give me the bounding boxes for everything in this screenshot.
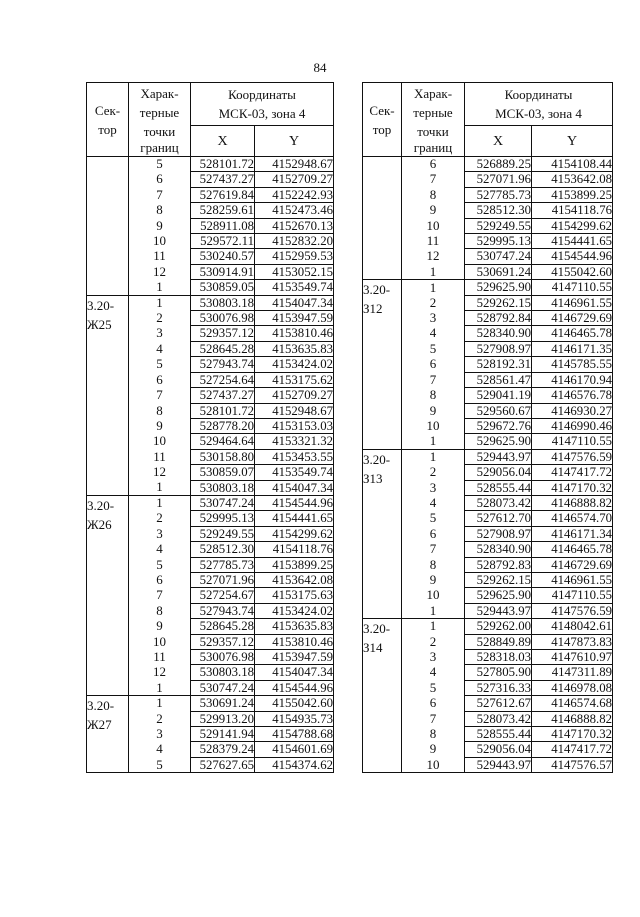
x-coordinate-cell: 528512.30 bbox=[465, 203, 532, 218]
y-coordinate-cell: 4152709.27 bbox=[255, 172, 334, 187]
point-number-cell: 8 bbox=[129, 203, 191, 218]
point-number-cell: 2 bbox=[402, 295, 465, 310]
x-coordinate-cell: 528379.24 bbox=[191, 742, 255, 757]
y-coordinate-cell: 4153810.46 bbox=[255, 326, 334, 341]
x-coordinate-cell: 528555.44 bbox=[465, 480, 532, 495]
x-coordinate-cell: 528555.44 bbox=[465, 727, 532, 742]
y-coordinate-cell: 4154441.65 bbox=[255, 511, 334, 526]
x-coordinate-cell: 529249.55 bbox=[191, 526, 255, 541]
y-coordinate-cell: 4147417.72 bbox=[532, 742, 613, 757]
sector-label: Ж26 bbox=[87, 516, 112, 532]
point-number-cell: 8 bbox=[402, 557, 465, 572]
header-x: X bbox=[191, 126, 255, 157]
y-coordinate-cell: 4146729.69 bbox=[532, 311, 613, 326]
header-x: X bbox=[465, 126, 532, 157]
x-coordinate-cell: 528340.90 bbox=[465, 326, 532, 341]
x-coordinate-cell: 527071.96 bbox=[465, 172, 532, 187]
y-coordinate-cell: 4147110.55 bbox=[532, 588, 613, 603]
x-coordinate-cell: 527437.27 bbox=[191, 388, 255, 403]
sector-cell bbox=[363, 449, 402, 618]
point-number-cell: 11 bbox=[129, 650, 191, 665]
x-coordinate-cell: 529249.55 bbox=[465, 218, 532, 233]
table-row bbox=[87, 495, 334, 510]
point-number-cell: 1 bbox=[129, 480, 191, 495]
x-coordinate-cell: 527619.84 bbox=[191, 187, 255, 202]
sector-cell bbox=[363, 619, 402, 773]
point-number-cell: 1 bbox=[402, 264, 465, 279]
y-coordinate-cell: 4147576.57 bbox=[532, 757, 613, 772]
y-coordinate-cell: 4147110.55 bbox=[532, 280, 613, 295]
y-coordinate-cell: 4153899.25 bbox=[255, 557, 334, 572]
table-row bbox=[363, 280, 613, 295]
x-coordinate-cell: 529262.15 bbox=[465, 572, 532, 587]
point-number-cell: 6 bbox=[402, 157, 465, 172]
x-coordinate-cell: 530747.24 bbox=[191, 680, 255, 695]
x-coordinate-cell: 528792.83 bbox=[465, 557, 532, 572]
point-number-cell: 9 bbox=[402, 572, 465, 587]
y-coordinate-cell: 4152948.67 bbox=[255, 403, 334, 418]
sector-cell bbox=[363, 157, 402, 280]
point-number-cell: 7 bbox=[129, 588, 191, 603]
y-coordinate-cell: 4154788.68 bbox=[255, 727, 334, 742]
x-coordinate-cell: 530803.18 bbox=[191, 665, 255, 680]
sector-label: Ж27 bbox=[87, 717, 112, 733]
x-coordinate-cell: 529443.97 bbox=[465, 757, 532, 772]
point-number-cell: 1 bbox=[129, 696, 191, 711]
x-coordinate-cell: 528792.84 bbox=[465, 311, 532, 326]
y-coordinate-cell: 4155042.60 bbox=[532, 264, 613, 279]
x-coordinate-cell: 529041.19 bbox=[465, 388, 532, 403]
y-coordinate-cell: 4148042.61 bbox=[532, 619, 613, 634]
y-coordinate-cell: 4146574.68 bbox=[532, 696, 613, 711]
x-coordinate-cell: 529357.12 bbox=[191, 326, 255, 341]
point-number-cell: 1 bbox=[129, 295, 191, 310]
x-coordinate-cell: 527943.74 bbox=[191, 357, 255, 372]
y-coordinate-cell: 4152670.13 bbox=[255, 218, 334, 233]
point-number-cell: 12 bbox=[129, 465, 191, 480]
y-coordinate-cell: 4147170.32 bbox=[532, 727, 613, 742]
y-coordinate-cell: 4146729.69 bbox=[532, 557, 613, 572]
x-coordinate-cell: 529443.97 bbox=[465, 603, 532, 618]
x-coordinate-cell: 530691.24 bbox=[191, 696, 255, 711]
x-coordinate-cell: 528340.90 bbox=[465, 542, 532, 557]
header-y: Y bbox=[255, 126, 334, 157]
x-coordinate-cell: 527254.67 bbox=[191, 588, 255, 603]
x-coordinate-cell: 527785.73 bbox=[465, 187, 532, 202]
y-coordinate-cell: 4155042.60 bbox=[255, 696, 334, 711]
left-table-body bbox=[87, 157, 334, 773]
y-coordinate-cell: 4153153.03 bbox=[255, 418, 334, 433]
y-coordinate-cell: 4146961.55 bbox=[532, 572, 613, 587]
sector-cell bbox=[87, 157, 129, 296]
point-number-cell: 5 bbox=[129, 157, 191, 172]
x-coordinate-cell: 527316.33 bbox=[465, 680, 532, 695]
point-number-cell: 4 bbox=[129, 742, 191, 757]
table-row bbox=[87, 295, 334, 310]
table-row bbox=[87, 696, 334, 711]
y-coordinate-cell: 4153549.74 bbox=[255, 465, 334, 480]
y-coordinate-cell: 4154047.34 bbox=[255, 295, 334, 310]
header-sector bbox=[87, 83, 129, 157]
x-coordinate-cell: 529141.94 bbox=[191, 727, 255, 742]
point-number-cell: 1 bbox=[402, 603, 465, 618]
y-coordinate-cell: 4152242.93 bbox=[255, 187, 334, 202]
x-coordinate-cell: 527785.73 bbox=[191, 557, 255, 572]
x-coordinate-cell: 529056.04 bbox=[465, 742, 532, 757]
point-number-cell: 1 bbox=[129, 280, 191, 295]
point-number-cell: 7 bbox=[402, 711, 465, 726]
point-number-cell: 11 bbox=[402, 234, 465, 249]
y-coordinate-cell: 4153175.63 bbox=[255, 588, 334, 603]
coordinates-table-right bbox=[362, 82, 613, 773]
table-row bbox=[87, 157, 334, 172]
y-coordinate-cell: 4146930.27 bbox=[532, 403, 613, 418]
y-coordinate-cell: 4147873.83 bbox=[532, 634, 613, 649]
sector-label: 3.20- bbox=[363, 451, 391, 467]
point-number-cell: 7 bbox=[402, 542, 465, 557]
y-coordinate-cell: 4154601.69 bbox=[255, 742, 334, 757]
x-coordinate-cell: 529913.20 bbox=[191, 711, 255, 726]
y-coordinate-cell: 4147610.97 bbox=[532, 650, 613, 665]
header-sector-line: Сек- bbox=[369, 102, 395, 118]
header-boundary-points bbox=[129, 83, 191, 157]
y-coordinate-cell: 4146576.78 bbox=[532, 388, 613, 403]
y-coordinate-cell: 4146574.70 bbox=[532, 511, 613, 526]
point-number-cell: 2 bbox=[129, 311, 191, 326]
y-coordinate-cell: 4154441.65 bbox=[532, 234, 613, 249]
point-number-cell: 9 bbox=[402, 403, 465, 418]
point-number-cell: 4 bbox=[402, 495, 465, 510]
point-number-cell: 6 bbox=[129, 172, 191, 187]
coordinates-table-left bbox=[86, 82, 334, 773]
y-coordinate-cell: 4153642.08 bbox=[255, 572, 334, 587]
x-coordinate-cell: 528259.61 bbox=[191, 203, 255, 218]
x-coordinate-cell: 528645.28 bbox=[191, 341, 255, 356]
y-coordinate-cell: 4146170.94 bbox=[532, 372, 613, 387]
point-number-cell: 9 bbox=[402, 742, 465, 757]
point-number-cell: 12 bbox=[129, 665, 191, 680]
point-number-cell: 2 bbox=[129, 511, 191, 526]
point-number-cell: 8 bbox=[402, 388, 465, 403]
point-number-cell: 1 bbox=[402, 280, 465, 295]
x-coordinate-cell: 527908.97 bbox=[465, 341, 532, 356]
header-boundary-line: границ bbox=[413, 140, 453, 155]
x-coordinate-cell: 528561.47 bbox=[465, 372, 532, 387]
y-coordinate-cell: 4146888.82 bbox=[532, 711, 613, 726]
y-coordinate-cell: 4146171.34 bbox=[532, 526, 613, 541]
header-sector bbox=[363, 83, 402, 157]
x-coordinate-cell: 530859.07 bbox=[191, 465, 255, 480]
sector-label: З14 bbox=[363, 640, 383, 656]
y-coordinate-cell: 4152948.67 bbox=[255, 157, 334, 172]
sector-cell bbox=[87, 696, 129, 773]
table-row bbox=[363, 157, 613, 172]
header-coordinates bbox=[191, 83, 334, 126]
x-coordinate-cell: 527627.65 bbox=[191, 757, 255, 772]
x-coordinate-cell: 528192.31 bbox=[465, 357, 532, 372]
y-coordinate-cell: 4153899.25 bbox=[532, 187, 613, 202]
point-number-cell: 3 bbox=[402, 311, 465, 326]
header-boundary-points bbox=[402, 83, 465, 157]
point-number-cell: 12 bbox=[402, 249, 465, 264]
x-coordinate-cell: 529056.04 bbox=[465, 465, 532, 480]
x-coordinate-cell: 528073.42 bbox=[465, 495, 532, 510]
x-coordinate-cell: 530859.05 bbox=[191, 280, 255, 295]
point-number-cell: 6 bbox=[129, 572, 191, 587]
x-coordinate-cell: 530747.24 bbox=[191, 495, 255, 510]
point-number-cell: 10 bbox=[402, 418, 465, 433]
x-coordinate-cell: 528101.72 bbox=[191, 157, 255, 172]
sector-label: 3.20- bbox=[363, 282, 391, 298]
x-coordinate-cell: 530747.24 bbox=[465, 249, 532, 264]
point-number-cell: 1 bbox=[129, 680, 191, 695]
x-coordinate-cell: 527943.74 bbox=[191, 603, 255, 618]
y-coordinate-cell: 4153321.32 bbox=[255, 434, 334, 449]
header-sector-line: тор bbox=[98, 121, 117, 137]
x-coordinate-cell: 530076.98 bbox=[191, 311, 255, 326]
header-coordinates-line: МСК-03, зона 4 bbox=[218, 106, 306, 121]
y-coordinate-cell: 4154544.96 bbox=[255, 680, 334, 695]
x-coordinate-cell: 530914.91 bbox=[191, 264, 255, 279]
x-coordinate-cell: 529464.64 bbox=[191, 434, 255, 449]
y-coordinate-cell: 4147110.55 bbox=[532, 434, 613, 449]
y-coordinate-cell: 4153549.74 bbox=[255, 280, 334, 295]
y-coordinate-cell: 4147417.72 bbox=[532, 465, 613, 480]
x-coordinate-cell: 528101.72 bbox=[191, 403, 255, 418]
point-number-cell: 4 bbox=[402, 665, 465, 680]
y-coordinate-cell: 4153453.55 bbox=[255, 449, 334, 464]
y-coordinate-cell: 4154047.34 bbox=[255, 665, 334, 680]
x-coordinate-cell: 528645.28 bbox=[191, 619, 255, 634]
point-number-cell: 1 bbox=[402, 619, 465, 634]
y-coordinate-cell: 4154544.96 bbox=[532, 249, 613, 264]
header-boundary-line: границ bbox=[140, 140, 179, 155]
point-number-cell: 9 bbox=[129, 619, 191, 634]
x-coordinate-cell: 529560.67 bbox=[465, 403, 532, 418]
y-coordinate-cell: 4146888.82 bbox=[532, 495, 613, 510]
point-number-cell: 5 bbox=[129, 757, 191, 772]
header-sector-line: Сек- bbox=[94, 102, 121, 118]
x-coordinate-cell: 526889.25 bbox=[465, 157, 532, 172]
y-coordinate-cell: 4146990.46 bbox=[532, 418, 613, 433]
point-number-cell: 5 bbox=[402, 680, 465, 695]
x-coordinate-cell: 529625.90 bbox=[465, 434, 532, 449]
point-number-cell: 5 bbox=[129, 357, 191, 372]
header-coordinates-line: МСК-03, зона 4 bbox=[495, 106, 582, 121]
point-number-cell: 6 bbox=[402, 357, 465, 372]
x-coordinate-cell: 530803.18 bbox=[191, 295, 255, 310]
y-coordinate-cell: 4145785.55 bbox=[532, 357, 613, 372]
point-number-cell: 1 bbox=[402, 449, 465, 464]
y-coordinate-cell: 4152709.27 bbox=[255, 388, 334, 403]
point-number-cell: 9 bbox=[129, 418, 191, 433]
point-number-cell: 4 bbox=[402, 326, 465, 341]
header-coordinates-line: Координаты bbox=[228, 87, 296, 102]
point-number-cell: 6 bbox=[402, 696, 465, 711]
header-boundary-line: точки bbox=[143, 124, 176, 139]
point-number-cell: 4 bbox=[129, 542, 191, 557]
x-coordinate-cell: 529357.12 bbox=[191, 634, 255, 649]
y-coordinate-cell: 4154374.62 bbox=[255, 757, 334, 772]
y-coordinate-cell: 4153947.59 bbox=[255, 650, 334, 665]
header-y: Y bbox=[532, 126, 613, 157]
y-coordinate-cell: 4146465.78 bbox=[532, 326, 613, 341]
y-coordinate-cell: 4147576.59 bbox=[532, 603, 613, 618]
y-coordinate-cell: 4154047.34 bbox=[255, 480, 334, 495]
point-number-cell: 10 bbox=[129, 434, 191, 449]
right-table-body bbox=[363, 157, 613, 773]
point-number-cell: 8 bbox=[402, 727, 465, 742]
x-coordinate-cell: 530691.24 bbox=[465, 264, 532, 279]
x-coordinate-cell: 527254.64 bbox=[191, 372, 255, 387]
x-coordinate-cell: 528911.08 bbox=[191, 218, 255, 233]
x-coordinate-cell: 527805.90 bbox=[465, 665, 532, 680]
point-number-cell: 3 bbox=[402, 480, 465, 495]
y-coordinate-cell: 4147576.59 bbox=[532, 449, 613, 464]
point-number-cell: 8 bbox=[129, 403, 191, 418]
y-coordinate-cell: 4153810.46 bbox=[255, 634, 334, 649]
point-number-cell: 3 bbox=[129, 727, 191, 742]
sector-label: 3.20- bbox=[363, 621, 391, 637]
header-boundary-line: Харак- bbox=[413, 86, 453, 101]
y-coordinate-cell: 4153642.08 bbox=[532, 172, 613, 187]
y-coordinate-cell: 4154299.62 bbox=[255, 526, 334, 541]
point-number-cell: 4 bbox=[129, 341, 191, 356]
sector-label: З13 bbox=[363, 470, 383, 486]
x-coordinate-cell: 529625.90 bbox=[465, 280, 532, 295]
point-number-cell: 2 bbox=[402, 634, 465, 649]
point-number-cell: 2 bbox=[402, 465, 465, 480]
x-coordinate-cell: 527612.67 bbox=[465, 696, 532, 711]
x-coordinate-cell: 528073.42 bbox=[465, 711, 532, 726]
x-coordinate-cell: 529262.15 bbox=[465, 295, 532, 310]
sector-label: Ж25 bbox=[87, 316, 112, 332]
header-boundary-line: точки bbox=[417, 124, 449, 139]
x-coordinate-cell: 527908.97 bbox=[465, 526, 532, 541]
point-number-cell: 10 bbox=[129, 234, 191, 249]
x-coordinate-cell: 530076.98 bbox=[191, 650, 255, 665]
x-coordinate-cell: 529443.97 bbox=[465, 449, 532, 464]
sector-label: 3.20- bbox=[87, 698, 115, 714]
y-coordinate-cell: 4153175.62 bbox=[255, 372, 334, 387]
x-coordinate-cell: 530158.80 bbox=[191, 449, 255, 464]
point-number-cell: 10 bbox=[402, 588, 465, 603]
x-coordinate-cell: 530240.57 bbox=[191, 249, 255, 264]
header-boundary-line: терные bbox=[413, 105, 453, 120]
point-number-cell: 3 bbox=[402, 650, 465, 665]
y-coordinate-cell: 4147311.89 bbox=[532, 665, 613, 680]
x-coordinate-cell: 527437.27 bbox=[191, 172, 255, 187]
x-coordinate-cell: 529672.76 bbox=[465, 418, 532, 433]
point-number-cell: 12 bbox=[129, 264, 191, 279]
point-number-cell: 5 bbox=[402, 511, 465, 526]
point-number-cell: 8 bbox=[402, 187, 465, 202]
point-number-cell: 7 bbox=[129, 187, 191, 202]
point-number-cell: 7 bbox=[129, 388, 191, 403]
y-coordinate-cell: 4147170.32 bbox=[532, 480, 613, 495]
point-number-cell: 3 bbox=[129, 326, 191, 341]
x-coordinate-cell: 529572.11 bbox=[191, 234, 255, 249]
y-coordinate-cell: 4153424.02 bbox=[255, 603, 334, 618]
y-coordinate-cell: 4153635.83 bbox=[255, 619, 334, 634]
sector-label: З12 bbox=[363, 301, 383, 317]
y-coordinate-cell: 4146978.08 bbox=[532, 680, 613, 695]
page-number: 84 bbox=[313, 60, 327, 75]
x-coordinate-cell: 530803.18 bbox=[191, 480, 255, 495]
y-coordinate-cell: 4146171.35 bbox=[532, 341, 613, 356]
x-coordinate-cell: 529262.00 bbox=[465, 619, 532, 634]
point-number-cell: 3 bbox=[129, 526, 191, 541]
point-number-cell: 1 bbox=[129, 495, 191, 510]
table-row bbox=[363, 449, 613, 464]
y-coordinate-cell: 4154118.76 bbox=[532, 203, 613, 218]
y-coordinate-cell: 4152832.20 bbox=[255, 234, 334, 249]
point-number-cell: 9 bbox=[129, 218, 191, 233]
point-number-cell: 2 bbox=[129, 711, 191, 726]
point-number-cell: 6 bbox=[129, 372, 191, 387]
point-number-cell: 10 bbox=[402, 218, 465, 233]
point-number-cell: 1 bbox=[402, 434, 465, 449]
point-number-cell: 7 bbox=[402, 172, 465, 187]
sector-label: 3.20- bbox=[87, 297, 115, 313]
x-coordinate-cell: 529995.13 bbox=[191, 511, 255, 526]
y-coordinate-cell: 4154935.73 bbox=[255, 711, 334, 726]
x-coordinate-cell: 528849.89 bbox=[465, 634, 532, 649]
header-coordinates-line: Координаты bbox=[504, 87, 573, 102]
y-coordinate-cell: 4153424.02 bbox=[255, 357, 334, 372]
y-coordinate-cell: 4146961.55 bbox=[532, 295, 613, 310]
point-number-cell: 7 bbox=[402, 372, 465, 387]
sector-cell bbox=[87, 295, 129, 495]
table-row bbox=[363, 619, 613, 634]
y-coordinate-cell: 4153052.15 bbox=[255, 264, 334, 279]
point-number-cell: 10 bbox=[129, 634, 191, 649]
sector-label: 3.20- bbox=[87, 497, 115, 513]
y-coordinate-cell: 4153635.83 bbox=[255, 341, 334, 356]
x-coordinate-cell: 528778.20 bbox=[191, 418, 255, 433]
header-coordinates bbox=[465, 83, 613, 126]
y-coordinate-cell: 4154299.62 bbox=[532, 218, 613, 233]
x-coordinate-cell: 529995.13 bbox=[465, 234, 532, 249]
x-coordinate-cell: 529625.90 bbox=[465, 588, 532, 603]
point-number-cell: 11 bbox=[129, 449, 191, 464]
sector-cell bbox=[363, 280, 402, 449]
x-coordinate-cell: 527612.70 bbox=[465, 511, 532, 526]
point-number-cell: 5 bbox=[402, 341, 465, 356]
point-number-cell: 11 bbox=[129, 249, 191, 264]
y-coordinate-cell: 4154544.96 bbox=[255, 495, 334, 510]
point-number-cell: 5 bbox=[129, 557, 191, 572]
x-coordinate-cell: 528512.30 bbox=[191, 542, 255, 557]
point-number-cell: 6 bbox=[402, 526, 465, 541]
y-coordinate-cell: 4154118.76 bbox=[255, 542, 334, 557]
point-number-cell: 8 bbox=[129, 603, 191, 618]
sector-cell bbox=[87, 495, 129, 695]
header-boundary-line: терные bbox=[139, 105, 180, 120]
header-sector-line: тор bbox=[372, 121, 392, 137]
y-coordinate-cell: 4154108.44 bbox=[532, 157, 613, 172]
header-boundary-line: Харак- bbox=[140, 86, 179, 101]
point-number-cell: 10 bbox=[402, 757, 465, 772]
point-number-cell: 9 bbox=[402, 203, 465, 218]
y-coordinate-cell: 4152473.46 bbox=[255, 203, 334, 218]
y-coordinate-cell: 4152959.53 bbox=[255, 249, 334, 264]
y-coordinate-cell: 4146465.78 bbox=[532, 542, 613, 557]
x-coordinate-cell: 527071.96 bbox=[191, 572, 255, 587]
y-coordinate-cell: 4153947.59 bbox=[255, 311, 334, 326]
x-coordinate-cell: 528318.03 bbox=[465, 650, 532, 665]
